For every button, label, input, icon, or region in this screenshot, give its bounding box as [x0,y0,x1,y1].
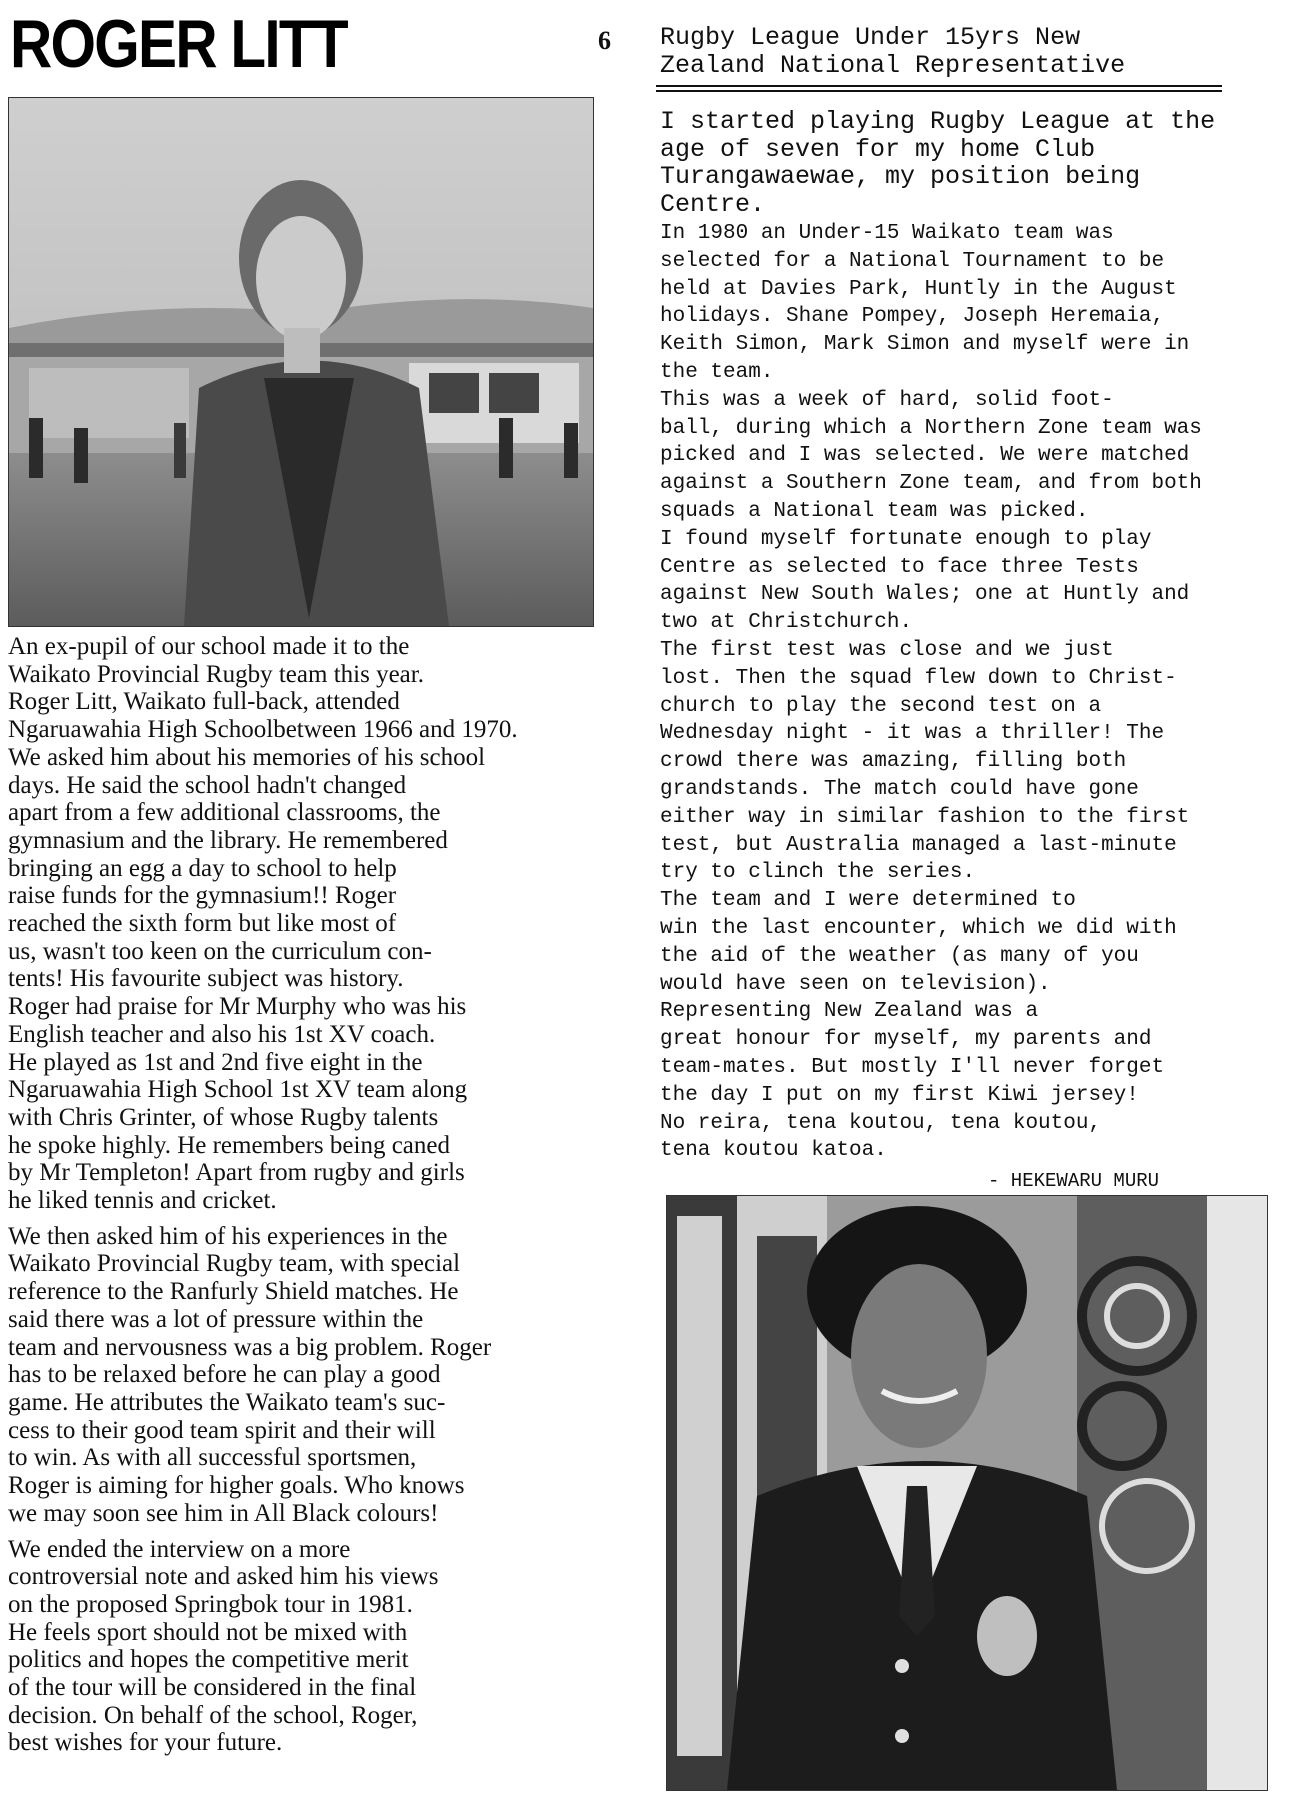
article-headline: ROGER LITT [10,6,347,82]
article-paragraph: The first test was close and we just lost. Then the squad flew down to Christ- church to play the second test on a Wednesday night - it was a thriller! The crowd there was amazing, filling both grandstands. The match could have gone either way in similar fashion to the first test, but Australia managed a last-minute try to clinch the series. [660,638,1190,885]
article-paragraph: This was a week of hard, solid foot- ball, during which a Northern Zone team was picked and I was selected. We were matched against a Southern Zone team, and from both squads a National team was picked. I found myself fortunate enough to play Centre as selected to face three Tests against New South Wales; one at Huntly and two at Christchurch. [660,388,1202,635]
article-intro: I started playing Rugby League at the age of seven for my home Club Turangawaewae, my position being Centre. [660,107,1216,219]
hekewaru-article [660,108,1280,1165]
hekewaru-muru-photo [666,1195,1268,1791]
article-paragraph: We then asked him of his experiences in the Waikato Provincial Rugby team, with special reference to the Ranfurly Shield matches. He said there was a lot of pressure within the team and nervousness was a big problem. Roger has to be relaxed before he can play a good game. He attributes the Waikato team's suc- cess to their good team spirit and their will to win. As with all successful sportsmen, Roger is aiming for higher goals. Who knows we may soon see him in All Black colours! [8,1222,492,1527]
author-signature: - HEKEWARU MURU [988,1170,1160,1192]
article-paragraph: An ex-pupil of our school made it to the Waikato Provincial Rugby team this year. Roger Litt, Waikato full-back, attended Ngaruawahia High Schoolbetween 1966 and 1970. We asked him about his memories of his school days. He said the school hadn't changed apart from a few additional classrooms, the gymnasium and the library. He remembered bringing an egg a day to school to help raise funds for the gymnasium!! Roger reached the sixth form but like most of us, wasn't too keen on the curriculum con- tents! His favourite subject was history. Roger had praise for Mr Murphy who was his English teacher and also his 1st XV coach. He played as 1st and 2nd five eight in the Ngaruawahia High School 1st XV team along with Chris Grinter, of whose Rugby talents he spoke highly. He remembers being caned by Mr Templeton! Apart from rugby and girls he liked tennis and cricket. [8,633,518,1215]
roger-litt-article [8,633,658,1765]
page-number: 6 [598,26,611,55]
roger-photo-image [9,98,593,626]
hekewaru-photo-image [667,1196,1267,1790]
right-article-heading: Rugby League Under 15yrs New Zealand National Representative [660,23,1126,80]
heading-rule-bottom [656,90,1222,92]
roger-litt-photo [8,97,594,627]
article-paragraph: No reira, tena koutou, tena koutou, tena koutou katoa. [660,1111,1102,1163]
article-paragraph: The team and I were determined to win the last encounter, which we did with the aid of the weather (as many of you would have seen on television). [660,889,1177,996]
article-paragraph: We ended the interview on a more controversial note and asked him his views on the proposed Springbok tour in 1981. He feels sport should not be mixed with politics and hopes the competitive merit of the tour will be considered in the final decision. On behalf of the school, Roger, best wishes for your future. [8,1535,439,1757]
article-paragraph: Representing New Zealand was a great honour for myself, my parents and team-mates. But mostly I'll never forget the day I put on my first Kiwi jersey! [660,1000,1165,1107]
heading-rule-top [656,85,1222,87]
article-paragraph: In 1980 an Under-15 Waikato team was selected for a National Tournament to be held at Davies Park, Huntly in the August holidays. Shane Pompey, Joseph Heremaia, Keith Simon, Mark Simon and myself were in the team. [660,222,1190,384]
